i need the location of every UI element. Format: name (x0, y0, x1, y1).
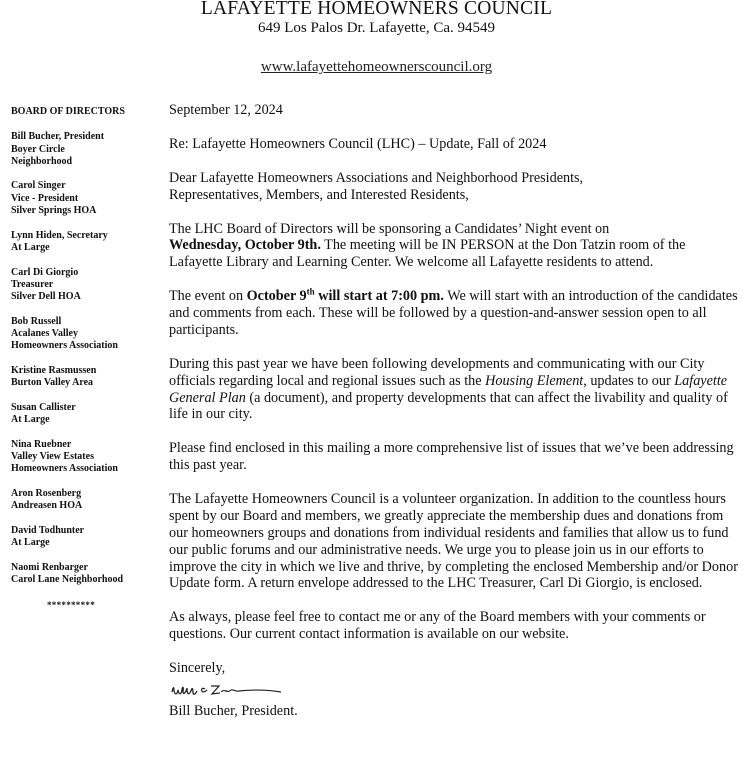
member-detail: Vice - President (11, 192, 79, 204)
member-detail: Homeowners Association (11, 463, 118, 475)
salutation-line-1: Dear Lafayette Homeowners Associations and Neighborhood Presidents, (169, 169, 584, 186)
stars-divider: ********** (47, 600, 95, 611)
member-name: Susan Callister (11, 401, 76, 413)
text: (a document), and property developments that can affect the livability and quality of life in our city. (169, 389, 728, 423)
event-date-bold: Wednesday, October 9th. (169, 237, 321, 254)
signer-name: Bill Bucher, President. (169, 702, 298, 719)
member-detail: Neighborhood (11, 155, 73, 167)
paragraph-event-time (169, 288, 739, 339)
text: The event on (169, 288, 247, 305)
org-address: 649 Los Palos Dr. Lafayette, Ca. 94549 (257, 20, 496, 36)
board-member (11, 488, 161, 513)
text: During this past year we have been following developments and communicating with our City officials regarding local and regional issues such as the (169, 355, 705, 389)
member-name: Bob Russell (11, 315, 62, 327)
letter-date: September 12, 2024 (169, 102, 283, 118)
board-member (11, 180, 161, 217)
text: The meeting will be IN PERSON at the Don Tatzin room of the Lafayette Library and Learning Center. We welcome all Lafayette residents to attend. (169, 237, 686, 271)
member-detail: Burton Valley Area (11, 377, 94, 389)
member-detail: Homeowners Association (11, 340, 118, 352)
board-member (11, 316, 161, 353)
member-detail: Valley View Estates (11, 451, 94, 463)
member-detail: Silver Dell HOA (11, 291, 81, 303)
member-name: Naomi Renbarger (11, 561, 88, 573)
board-member (11, 365, 161, 390)
board-member (11, 402, 161, 427)
signature-icon (169, 677, 739, 703)
board-member (11, 131, 161, 168)
text: The LHC Board of Directors will be sponsoring a Candidates’ Night event on (169, 220, 610, 237)
member-detail: Boyer Circle (11, 143, 65, 155)
org-name: LAFAYETTE HOMEOWNERS COUNCIL (200, 0, 553, 19)
event-date-bold: October 9 (246, 288, 307, 305)
ordinal-suffix: th (306, 286, 315, 297)
member-detail: Carol Lane Neighborhood (11, 573, 124, 585)
text: We will start with an introduction of the candidates and comments from each. These will be followed by a question-and-answer session open to all participants. (169, 288, 738, 338)
subject-line: Re: Lafayette Homeowners Council (LHC) – Update, Fall of 2024 (169, 135, 547, 152)
general-plan-italic: Lafayette General Plan (169, 372, 728, 406)
salutation-line-2: Representatives, Members, and Interested Residents, (169, 186, 469, 203)
board-of-directors-sidebar (11, 106, 161, 612)
board-member (11, 562, 161, 587)
paragraph-enclosed-list: Please find enclosed in this mailing a more comprehensive list of issues that we’ve been addressing this past year. (169, 440, 734, 474)
letter-body (169, 102, 739, 737)
board-member (11, 525, 161, 550)
sidebar-heading: BOARD OF DIRECTORS (11, 106, 125, 117)
member-name: Aron Rosenberg (11, 487, 82, 499)
member-detail: Andreasen HOA (11, 500, 83, 512)
paragraph-candidates-night (169, 221, 739, 272)
paragraph-volunteer: The Lafayette Homeowners Council is a volunteer organization. In addition to the countless hours spent by our Board and members, we greatly appreciate the membership dues and donations from our homeowners groups and donations from individual residents and families that allow us to fund our public forums and our administrative needs. We urge you to please join us in our efforts to improve the city in which we live and thrive, by completing the enclosed Membership and/or Donor Update form. A return envelope addressed to the LHC Treasurer, Carl Di Giorgio, is enclosed. (169, 490, 738, 592)
board-member (11, 267, 161, 304)
member-name: Kristine Rasmussen (11, 364, 97, 376)
member-name: Carl Di Giorgio (11, 266, 79, 278)
website-link[interactable]: www.lafayettehomeownerscouncil.org (260, 59, 493, 75)
website-link-container (0, 58, 753, 76)
member-list (11, 131, 161, 586)
text: , updates to our (583, 372, 675, 389)
member-name: Carol Singer (11, 180, 66, 192)
closing: Sincerely, (169, 659, 226, 676)
paragraph-developments (169, 356, 739, 424)
member-detail: At Large (11, 537, 50, 549)
member-detail: Treasurer (11, 278, 54, 290)
salutation (169, 170, 739, 204)
paragraph-contact: As always, please feel free to contact me or any of the Board members with your comments or questions. Our current contact information is available on our website. (169, 609, 706, 643)
member-detail: Silver Springs HOA (11, 205, 97, 217)
member-detail: At Large (11, 241, 50, 253)
member-name: Nina Ruebner (11, 438, 72, 450)
member-detail: Acalanes Valley (11, 328, 78, 340)
event-time-bold: will start at 7:00 pm. (314, 288, 444, 305)
member-name: Lynn Hiden, Secretary (11, 229, 108, 241)
member-detail: At Large (11, 414, 50, 426)
member-name: Bill Bucher, President (11, 131, 105, 143)
board-member (11, 230, 161, 255)
housing-element-italic: Housing Element (485, 372, 584, 389)
board-member (11, 439, 161, 476)
member-name: David Todhunter (11, 524, 85, 536)
